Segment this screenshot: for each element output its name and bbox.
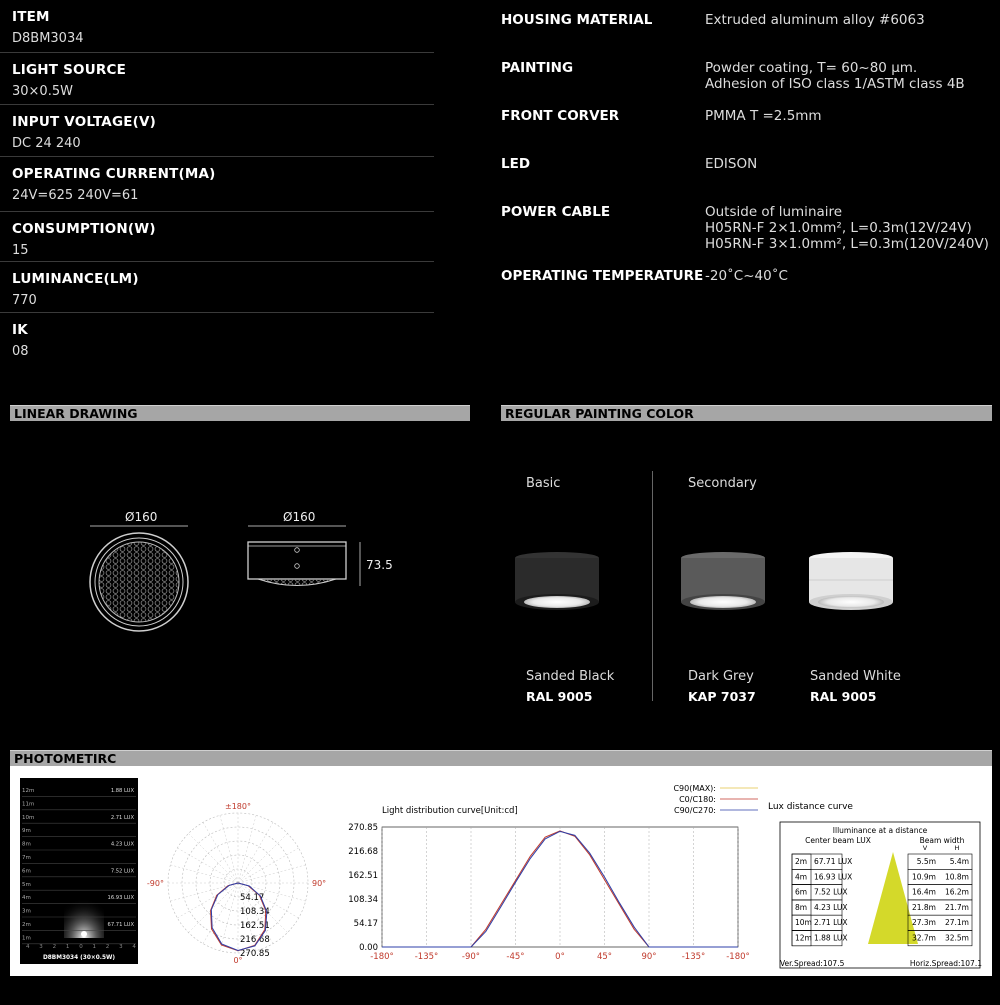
spec-value: D8BM3034 xyxy=(12,31,84,46)
x-tick-label: -45° xyxy=(506,952,525,962)
color-code: RAL 9005 xyxy=(810,689,877,704)
spec-key: ITEM xyxy=(12,9,50,25)
spec-key: INPUT VOLTAGE(V) xyxy=(12,114,157,130)
lux-col-h: H xyxy=(954,844,960,852)
spec-key: PAINTING xyxy=(501,60,574,76)
spec-key: LED xyxy=(501,156,531,172)
spec-key: POWER CABLE xyxy=(501,204,611,220)
basic-label: Basic xyxy=(526,476,561,491)
beam-distance-label: 7m xyxy=(22,855,31,861)
spec-value: DC 24 240 xyxy=(12,136,81,151)
x-tick-label: -135° xyxy=(414,952,439,962)
beam-lux-label: 2.71 LUX xyxy=(110,814,134,821)
beam-lux-label: 67.71 LUX xyxy=(107,922,134,928)
side-lens-dome xyxy=(258,579,336,586)
photometric-panel xyxy=(10,766,992,976)
beam-lux-label: 16.93 LUX xyxy=(107,895,134,902)
lux-ver-spread: Ver.Spread:107.5 xyxy=(780,959,845,968)
polar-spoke xyxy=(238,865,306,883)
polar-spoke xyxy=(220,815,238,883)
spec-key: OPERATING TEMPERATURE xyxy=(501,268,704,284)
x-tick-label: -135° xyxy=(681,952,706,962)
spec-item xyxy=(0,105,434,157)
spec-key: CONSUMPTION(W) xyxy=(12,221,156,237)
beam-distance-label: 11m xyxy=(22,801,35,808)
beam-distance-label: 6m xyxy=(22,868,31,875)
spec-list-left xyxy=(0,0,434,363)
polar-spoke xyxy=(238,848,299,883)
lux-table xyxy=(758,816,992,976)
lux-beam-v: 21.8m xyxy=(911,902,936,912)
beam-strip-svg xyxy=(20,778,138,964)
lux-beam-h: 5.4m xyxy=(949,857,969,866)
lux-table-header: Illuminance at a distance xyxy=(832,826,928,835)
spec-value: 24V=625 240V=61 xyxy=(12,188,139,203)
beam-lux-label: 7.52 LUX xyxy=(110,868,134,875)
polar-spoke xyxy=(220,883,238,951)
polar-top-label: ±180° xyxy=(225,802,251,811)
lux-distance-panel xyxy=(758,766,992,976)
beam-caption: D8BM3034 (30×0.5W) xyxy=(42,955,116,961)
polar-ring-label: 54.17 xyxy=(240,893,265,903)
drawing-svg xyxy=(0,420,470,720)
lux-distance: 2m xyxy=(795,857,808,866)
lux-beam-v: 10.9m xyxy=(911,872,936,882)
lux-beam-v: 27.3m xyxy=(911,918,936,928)
beam-scale-tick: 3 xyxy=(119,944,123,950)
spec-value: Extruded aluminum alloy #6063 xyxy=(705,12,925,28)
polar-right-label: 90° xyxy=(312,879,327,888)
color-name: Sanded Black xyxy=(526,669,615,684)
lux-beam-h: 21.7m xyxy=(944,902,969,912)
polar-chart xyxy=(146,766,327,966)
spec-value: 770 xyxy=(12,293,37,308)
spec-value: EDISON xyxy=(705,156,758,172)
spec-item xyxy=(0,262,434,313)
polar-bottom-label: 0° xyxy=(233,956,243,965)
polar-spoke xyxy=(170,865,238,883)
lux-value: 4.23 LUX xyxy=(814,902,848,912)
spec-item xyxy=(0,0,434,53)
beam-scale-tick: 2 xyxy=(105,944,110,950)
beam-distance-label: 9m xyxy=(22,828,31,835)
beam-strip xyxy=(20,778,138,964)
legend-label: C0/C180: xyxy=(679,795,716,804)
spec-key: IK xyxy=(12,322,28,338)
spec-item xyxy=(0,157,434,212)
polar-spoke xyxy=(238,822,273,883)
polar-ring-label: 108.34 xyxy=(240,907,270,917)
lux-beam-h: 10.8m xyxy=(944,872,969,882)
secondary-label: Secondary xyxy=(688,476,757,491)
side-screw-hole xyxy=(295,548,300,553)
lux-value: 2.71 LUX xyxy=(814,918,848,928)
legend-label: C90(MAX): xyxy=(673,784,716,793)
spec-key: LUMINANCE(LM) xyxy=(12,271,139,287)
polar-spoke xyxy=(177,883,238,918)
linear-drawing xyxy=(0,420,470,720)
section-bar-photometric xyxy=(10,750,992,766)
color-name: Sanded White xyxy=(810,669,901,684)
light-distribution-chart xyxy=(330,766,750,966)
color-code: KAP 7037 xyxy=(688,689,756,704)
spec-value: 30×0.5W xyxy=(12,84,73,99)
height-label: 73.5 xyxy=(366,558,393,572)
beam-scale-tick: 1 xyxy=(92,944,96,950)
lux-beam-v: 16.4m xyxy=(911,887,936,897)
polar-spoke xyxy=(238,815,256,883)
lux-distance-title: Lux distance curve xyxy=(768,802,853,812)
painting-colors xyxy=(500,420,1000,720)
lux-col-v: V xyxy=(922,844,928,852)
x-tick-label: 90° xyxy=(641,952,657,962)
swatch-dark-grey xyxy=(681,552,765,610)
section-title: LINEAR DRAWING xyxy=(14,406,138,421)
spec-value: PMMA T =2.5mm xyxy=(705,108,822,124)
color-code: RAL 9005 xyxy=(526,689,593,704)
x-tick-label: -90° xyxy=(461,952,481,962)
polar-spoke xyxy=(189,883,238,932)
x-tick-label: 45° xyxy=(596,952,613,962)
side-diameter-label: Ø160 xyxy=(283,510,316,524)
beam-distance-label: 10m xyxy=(22,814,35,821)
beam-distance-label: 8m xyxy=(22,841,31,848)
spec-value: 08 xyxy=(12,344,29,359)
swatch-sanded-black xyxy=(515,552,599,610)
beam-distance-label: 1m xyxy=(22,935,31,942)
y-tick-label: 270.85 xyxy=(348,823,378,833)
x-tick-label: -180° xyxy=(370,952,394,962)
y-tick-label: 54.17 xyxy=(353,919,378,929)
lux-beam-v: 5.5m xyxy=(916,857,936,866)
section-bar-linear-drawing xyxy=(10,405,470,421)
x-tick-label: -180° xyxy=(726,952,750,962)
lux-value: 1.88 LUX xyxy=(814,933,848,943)
spec-item xyxy=(0,313,434,363)
spec-key: FRONT CORVER xyxy=(501,108,620,124)
y-tick-label: 108.34 xyxy=(348,895,378,905)
lux-distance: 4m xyxy=(795,872,808,882)
polar-ring-label: 270.85 xyxy=(240,949,270,959)
spec-value: Outside of luminaire H05RN-F 2×1.0mm², L=0.3m(12V/24V) H05RN-F 3×1.0mm², L=0.3m(120V/240V) xyxy=(705,204,989,252)
beam-distance-label: 12m xyxy=(22,788,35,794)
section-bar-painting-color xyxy=(501,405,992,421)
beam-scale-tick: 4 xyxy=(26,944,30,950)
lux-distance: 12m xyxy=(795,933,812,943)
beam-lux-label: 4.23 LUX xyxy=(110,841,134,848)
beam-lux-label: 1.88 LUX xyxy=(110,788,134,794)
front-honeycomb-grid xyxy=(99,542,179,622)
color-name: Dark Grey xyxy=(688,669,754,684)
lux-beam-h: 27.1m xyxy=(944,918,969,928)
lux-distance: 8m xyxy=(795,902,808,912)
polar-left-label: -90° xyxy=(146,879,164,888)
spec-key: OPERATING CURRENT(MA) xyxy=(12,166,216,182)
polar-spoke xyxy=(177,848,238,883)
chart-title: Light distribution curve[Unit:cd] xyxy=(382,806,518,816)
polar-ring-label: 216.68 xyxy=(240,935,270,945)
beam-scale-tick: 0 xyxy=(79,944,83,950)
lux-distance: 10m xyxy=(795,918,812,928)
beam-distance-label: 4m xyxy=(22,895,31,902)
spec-value: Powder coating, T= 60~80 μm. Adhesion of ISO class 1/ASTM class 4B xyxy=(705,60,965,92)
beam-distance-label: 5m xyxy=(22,881,31,888)
spec-item xyxy=(0,212,434,262)
lux-col-center: Center beam LUX xyxy=(805,836,871,845)
spec-key: LIGHT SOURCE xyxy=(12,62,126,78)
polar-spoke xyxy=(238,834,287,883)
y-tick-label: 162.51 xyxy=(348,871,378,881)
lux-beam-h: 32.5m xyxy=(944,933,969,943)
beam-distance-label: 3m xyxy=(22,908,31,915)
beam-source-dot xyxy=(81,931,87,937)
section-title: PHOTOMETIRC xyxy=(14,751,117,766)
spec-value: 15 xyxy=(12,243,29,258)
beam-scale-tick: 3 xyxy=(39,944,43,950)
beam-scale-tick: 1 xyxy=(65,944,70,950)
lux-hor-spread: Horiz.Spread:107.1 xyxy=(909,959,982,968)
color-swatches xyxy=(500,540,1000,740)
spec-key: HOUSING MATERIAL xyxy=(501,12,653,28)
polar-ring-label: 162.51 xyxy=(240,921,270,931)
spec-value: -20˚C~40˚C xyxy=(705,268,788,284)
section-title: REGULAR PAINTING COLOR xyxy=(505,406,694,421)
y-tick-label: 216.68 xyxy=(348,847,378,857)
polar-spoke xyxy=(189,834,238,883)
polar-spoke xyxy=(203,822,238,883)
lux-value: 7.52 LUX xyxy=(814,887,848,897)
lux-beam-h: 16.2m xyxy=(944,887,969,897)
side-screw-hole xyxy=(295,564,300,569)
y-tick-label: 0.00 xyxy=(359,943,378,953)
front-diameter-label: Ø160 xyxy=(125,510,158,524)
lux-distance: 6m xyxy=(795,887,808,897)
beam-scale-tick: 4 xyxy=(132,944,136,950)
lux-value: 67.71 LUX xyxy=(814,857,853,866)
lux-value: 16.93 LUX xyxy=(814,872,853,882)
spec-item xyxy=(0,53,434,105)
lux-beam-v: 32.7m xyxy=(911,933,936,943)
lux-col-beam: Beam width xyxy=(919,836,965,845)
swatch-sanded-white xyxy=(809,552,893,610)
beam-distance-label: 2m xyxy=(22,922,31,928)
legend-label: C90/C270: xyxy=(673,806,716,815)
beam-scale-tick: 2 xyxy=(52,944,57,950)
x-tick-label: 0° xyxy=(555,952,565,962)
